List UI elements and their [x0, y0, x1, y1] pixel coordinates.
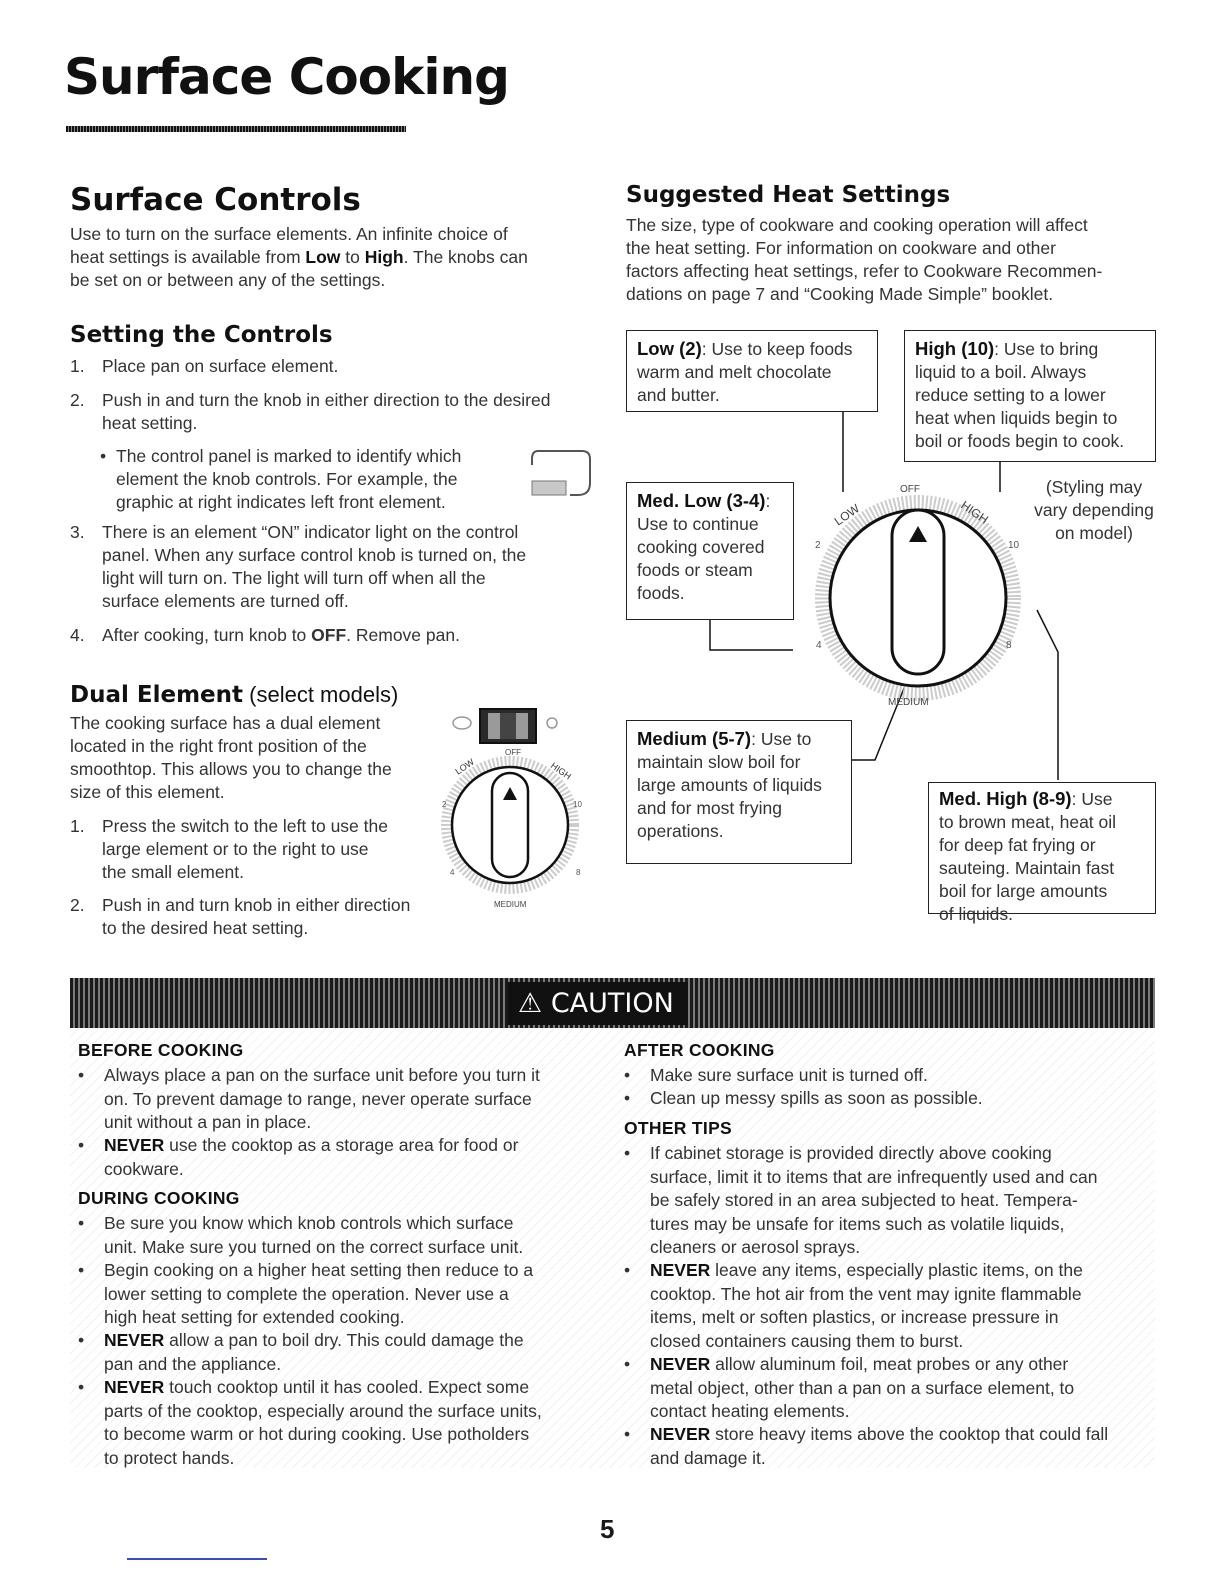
after-cooking-heading: AFTER COOKING [624, 1040, 775, 1060]
big-knob-medium-label: MEDIUM [888, 697, 929, 708]
big-knob-high-label: HIGH [958, 497, 991, 527]
dual-element-para: The cooking surface has a dual element located in the right front position of the smoothtop. This allows you to change the size of this element. [70, 713, 392, 802]
warning-icon: ⚠ [518, 988, 543, 1019]
big-knob-2-label: 2 [815, 540, 821, 551]
knob-off-label: OFF [505, 748, 521, 757]
high-setting-box: High (10): Use to bring liquid to a boil. Always reduce setting to a lower heat when liquids begin to boil or foods begin to cook. [904, 330, 1156, 462]
med-low-setting-box: Med. Low (3-4): Use to continue cooking covered foods or steam foods. [626, 482, 794, 620]
med-high-setting-box: Med. High (8-9): Use to brown meat, heat oil for deep fat frying or sauteing. Maintain fast boil for large amounts of liquids. [928, 782, 1156, 914]
element-indicator-graphic [526, 443, 596, 503]
suggested-heading: Suggested Heat Settings [626, 182, 951, 208]
suggested-para: The size, type of cookware and cooking operation will affect the heat setting. For information on cookware and other factors affecting heat settings, refer to Cookware Recommen- dations on page 7 and “Cooking Made Simple” booklet. [626, 215, 1103, 304]
setting-controls-heading: Setting the Controls [70, 322, 333, 348]
knob-4-label: 4 [450, 868, 455, 877]
knob-10-label: 10 [573, 800, 582, 809]
medium-setting-box: Medium (5-7): Use to maintain slow boil for large amounts of liquids and for most frying operations. [626, 720, 852, 864]
low-setting-box: Low (2): Use to keep foods warm and melt chocolate and butter. [626, 330, 878, 412]
knob-low-label: LOW [453, 756, 476, 777]
big-knob-8-label: 8 [1006, 640, 1012, 651]
dual-element-heading: Dual Element (select models) [70, 682, 399, 708]
surface-controls-heading: Surface Controls [70, 182, 361, 218]
page-number: 5 [600, 1514, 615, 1544]
knob-8-label: 8 [576, 868, 581, 877]
during-cooking-heading: DURING COOKING [78, 1188, 240, 1208]
big-knob-4-label: 4 [816, 640, 822, 651]
surface-controls-para: Use to turn on the surface elements. An infinite choice of heat settings is available from Low to High. The knobs can be set on or between any of the settings. [70, 224, 528, 290]
styling-note: (Styling may vary depending on model) [1034, 477, 1154, 543]
page-title: Surface Cooking [64, 48, 509, 106]
before-cooking-heading: BEFORE COOKING [78, 1040, 244, 1060]
big-knob-low-label: LOW [831, 501, 863, 529]
knob-high-label: HIGH [548, 760, 574, 782]
knob-2-label: 2 [442, 800, 447, 809]
other-tips-heading: OTHER TIPS [624, 1118, 733, 1138]
dual-element-knob-graphic [430, 695, 600, 920]
footer-rule [127, 1558, 267, 1560]
knob-medium-label: MEDIUM [494, 900, 527, 909]
big-knob-off-label: OFF [900, 484, 920, 495]
big-knob-10-label: 10 [1008, 540, 1020, 551]
caution-label: ⚠ CAUTION [508, 982, 688, 1025]
title-underline [66, 126, 406, 132]
